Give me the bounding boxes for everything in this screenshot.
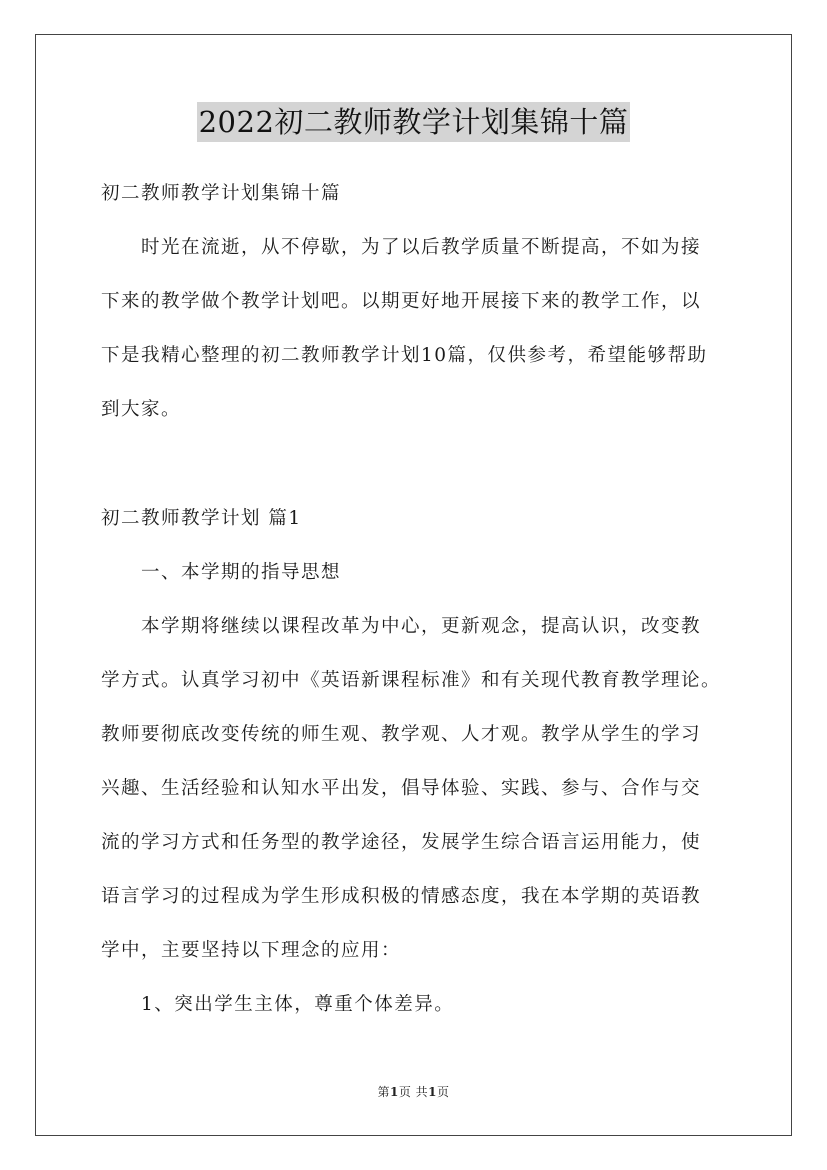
paragraph-line: 时光在流逝，从不停歇，为了以后教学质量不断提高，不如为接	[141, 237, 702, 258]
paragraph-line: 下来的教学做个教学计划吧。以期更好地开展接下来的教学工作，以	[101, 291, 702, 312]
subsection-heading: 一、本学期的指导思想	[141, 562, 342, 583]
footer-total-pages: 1	[428, 1085, 438, 1099]
paragraph-line: 本学期将继续以课程改革为中心，更新观念，提高认识，改变教	[141, 616, 702, 637]
paragraph-line: 到大家。	[101, 399, 182, 420]
paragraph-line: 语言学习的过程成为学生形成积极的情感态度，我在本学期的英语教	[101, 886, 702, 907]
list-item: 1、突出学生主体，尊重个体差异。	[141, 994, 455, 1015]
footer-middle: 页 共	[398, 1085, 429, 1099]
footer-suffix: 页	[437, 1085, 450, 1099]
subtitle-line: 初二教师教学计划集锦十篇	[101, 183, 342, 204]
paragraph-line: 兴趣、生活经验和认知水平出发，倡导体验、实践、参与、合作与交	[101, 778, 702, 799]
footer-page-number: 1	[389, 1085, 399, 1099]
paragraph-line: 教师要彻底改变传统的师生观、教学观、人才观。教学从学生的学习	[101, 724, 702, 745]
page-footer	[0, 1083, 827, 1100]
paragraph-line: 下是我精心整理的初二教师教学计划10篇，仅供参考，希望能够帮助	[101, 345, 708, 366]
paragraph-line: 学中，主要坚持以下理念的应用：	[101, 940, 402, 961]
paragraph-line: 流的学习方式和任务型的教学途径，发展学生综合语言运用能力，使	[101, 832, 702, 853]
footer-prefix: 第	[377, 1085, 390, 1099]
section-heading: 初二教师教学计划 篇1	[101, 508, 302, 529]
document-title: 2022初二教师教学计划集锦十篇	[197, 102, 631, 142]
paragraph-line: 学方式。认真学习初中《英语新课程标准》和有关现代教育教学理论。	[101, 670, 722, 691]
title-container	[0, 102, 827, 142]
